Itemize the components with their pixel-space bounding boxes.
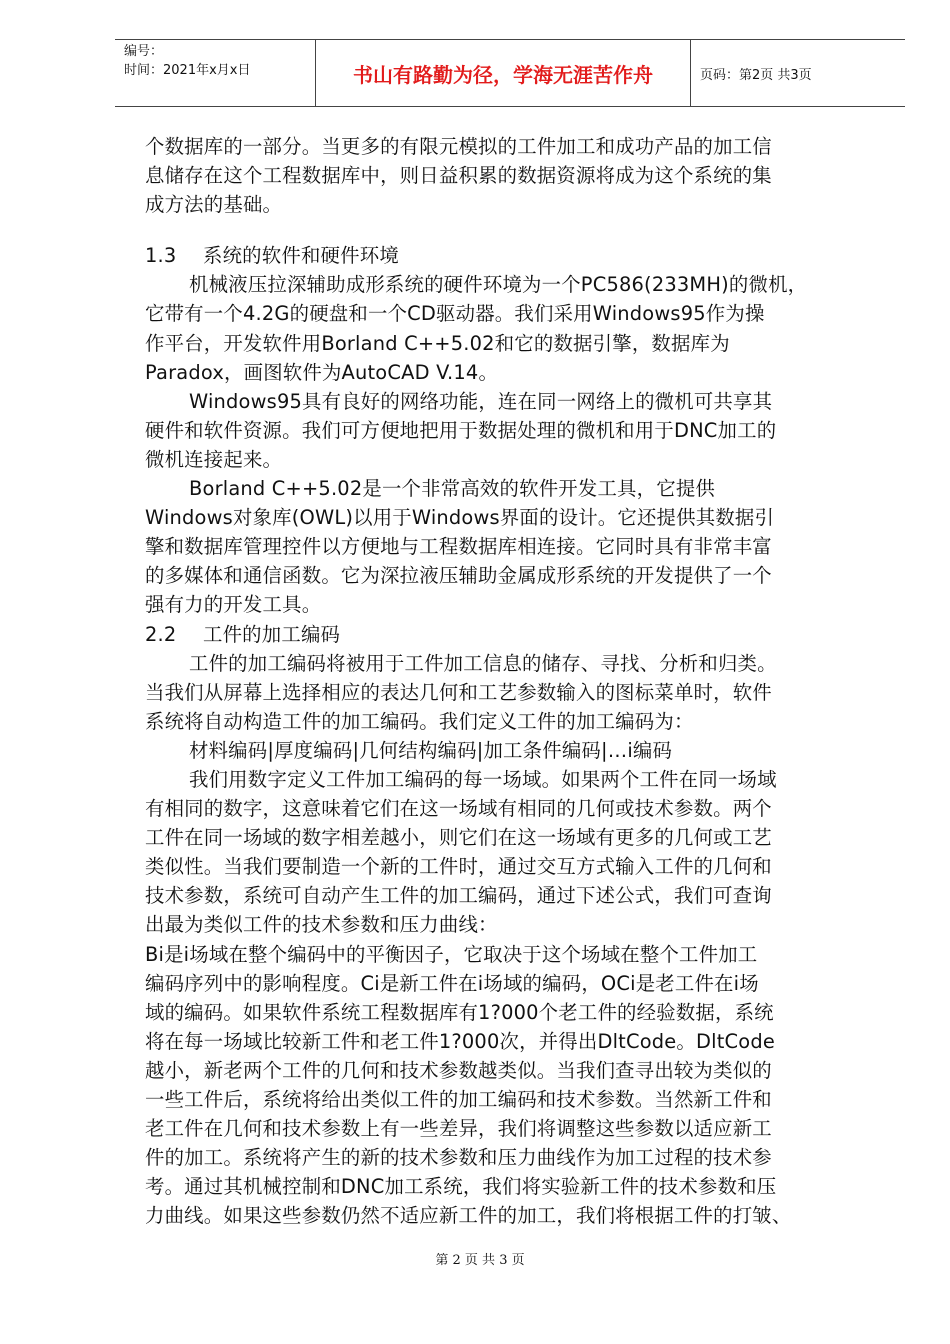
header-meta (115, 40, 316, 106)
paragraph-4 (145, 649, 887, 736)
text-line: 硬件和软件资源。我们可方便地把用于数据处理的微机和用于DNC加工的 (145, 418, 777, 442)
code-definition-line: 材料编码|厚度编码|几何结构编码|加工条件编码|…i编码 (189, 738, 673, 762)
text-line: 它带有一个4.2G的硬盘和一个CD驱动器。我们采用Windows95作为操 (145, 302, 765, 326)
text-line: 出最为类似工件的技术参数和压力曲线： (145, 913, 498, 937)
section-heading-2-2 (145, 620, 887, 649)
text-line: 一些工件后，系统将给出类似工件的加工编码和技术参数。当然新工件和 (145, 1088, 772, 1111)
text-line: Windows对象库(OWL)以用于Windows界面的设计。它还提供其数据引 (145, 506, 775, 530)
header-motto: 书山有路勤为径，学海无涯苦作舟 (316, 40, 691, 106)
text-line: 机械液压拉深辅助成形系统的硬件环境为一个PC586(233MH)的微机， (189, 273, 808, 297)
text-line: 擎和数据库管理控件以方便地与工程数据库相连接。它同时具有非常丰富 (145, 535, 772, 559)
text-line: 个数据库的一部分。当更多的有限元模拟的工件加工和成功产品的加工信 (145, 135, 772, 158)
section-number: 1.3 (145, 244, 177, 268)
section-title: 工件的加工编码 (203, 622, 341, 646)
text-line: Borland C++5.02是一个非常高效的软件开发工具，它提供 (189, 477, 716, 501)
paragraph-6 (145, 940, 887, 1231)
document-body (145, 132, 887, 1230)
paragraph-5 (145, 765, 887, 940)
text-line: 件的加工。系统将产生的新的技术参数和压力曲线作为加工过程的技术参 (145, 1146, 772, 1170)
paragraph-1 (145, 270, 887, 386)
spacer (145, 219, 887, 241)
text-line: 工件在同一场域的数字相差越小，则它们在这一场域有更多的几何或工艺 (145, 826, 772, 850)
text-line: 有相同的数字，这意味着它们在这一场域有相同的几何或技术参数。两个 (145, 797, 772, 821)
header-page-info: 页码：第2页 共3页 (700, 67, 812, 83)
section-number: 2.2 (145, 622, 177, 646)
text-line: Windows95具有良好的网络功能，连在同一网络上的微机可共享其 (189, 389, 773, 413)
text-line: Bi是i场域在整个编码中的平衡因子，它取决于这个场域在整个工件加工 (145, 942, 758, 966)
section-title: 系统的软件和硬件环境 (203, 244, 399, 268)
text-line: 越小，新老两个工件的几何和技术参数越类似。当我们查寻出较为类似的 (145, 1058, 772, 1082)
text-line: 强有力的开发工具。 (145, 593, 322, 617)
paragraph-2 (145, 387, 887, 474)
paragraph-3 (145, 474, 887, 619)
text-line: 类似性。当我们要制造一个新的工件时，通过交互方式输入工件的几何和 (145, 855, 772, 879)
text-line: 将在每一场域比较新工件和老工件1?000次，并得出DltCode。DltCode (145, 1029, 775, 1053)
text-line: 老工件在几何和技术参数上有一些差异，我们将调整这些参数以适应新工 (145, 1117, 772, 1141)
header-number-label: 编号： (124, 44, 164, 59)
text-line: 作平台，开发软件用Borland C++5.02和它的数据引擎，数据库为 (145, 331, 730, 355)
text-line: 工件的加工编码将被用于工件加工信息的储存、寻找、分析和归类。 (189, 651, 777, 675)
text-line: 编码序列中的影响程度。Ci是新工件在i场域的编码，OCi是老工件在i场 (145, 971, 759, 995)
page-header (115, 39, 905, 107)
text-line: Paradox，画图软件为AutoCAD V.14。 (145, 360, 499, 384)
text-line: 考。通过其机械控制和DNC加工系统，我们将实验新工件的技术参数和压 (145, 1175, 777, 1199)
text-line: 息储存在这个工程数据库中，则日益积累的数据资源将成为这个系统的集 (145, 164, 772, 188)
text-line: 力曲线。如果这些参数仍然不适应新工件的加工，我们将根据工件的打皱、 (145, 1204, 792, 1228)
header-time-label: 时间：2021年x月x日 (124, 63, 251, 78)
section-heading-1-3 (145, 241, 887, 270)
text-line: 我们用数字定义工件加工编码的每一场域。如果两个工件在同一场域 (189, 767, 777, 791)
text-line: 域的编码。如果软件系统工程数据库有1?000个老工件的经验数据，系统 (145, 1000, 774, 1024)
text-line: 微机连接起来。 (145, 447, 283, 471)
text-line: 系统将自动构造工件的加工编码。我们定义工件的加工编码为： (145, 709, 694, 733)
paragraph-0 (145, 132, 887, 219)
page-footer: 第 2 页 共 3 页 (435, 1253, 525, 1268)
text-line: 成方法的基础。 (145, 193, 283, 217)
text-line: 的多媒体和通信函数。它为深拉液压辅助金属成形系统的开发提供了一个 (145, 564, 772, 588)
text-line: 当我们从屏幕上选择相应的表达几何和工艺参数输入的图标菜单时，软件 (145, 680, 772, 704)
text-line: 技术参数，系统可自动产生工件的加工编码，通过下述公式，我们可查询 (145, 884, 772, 908)
